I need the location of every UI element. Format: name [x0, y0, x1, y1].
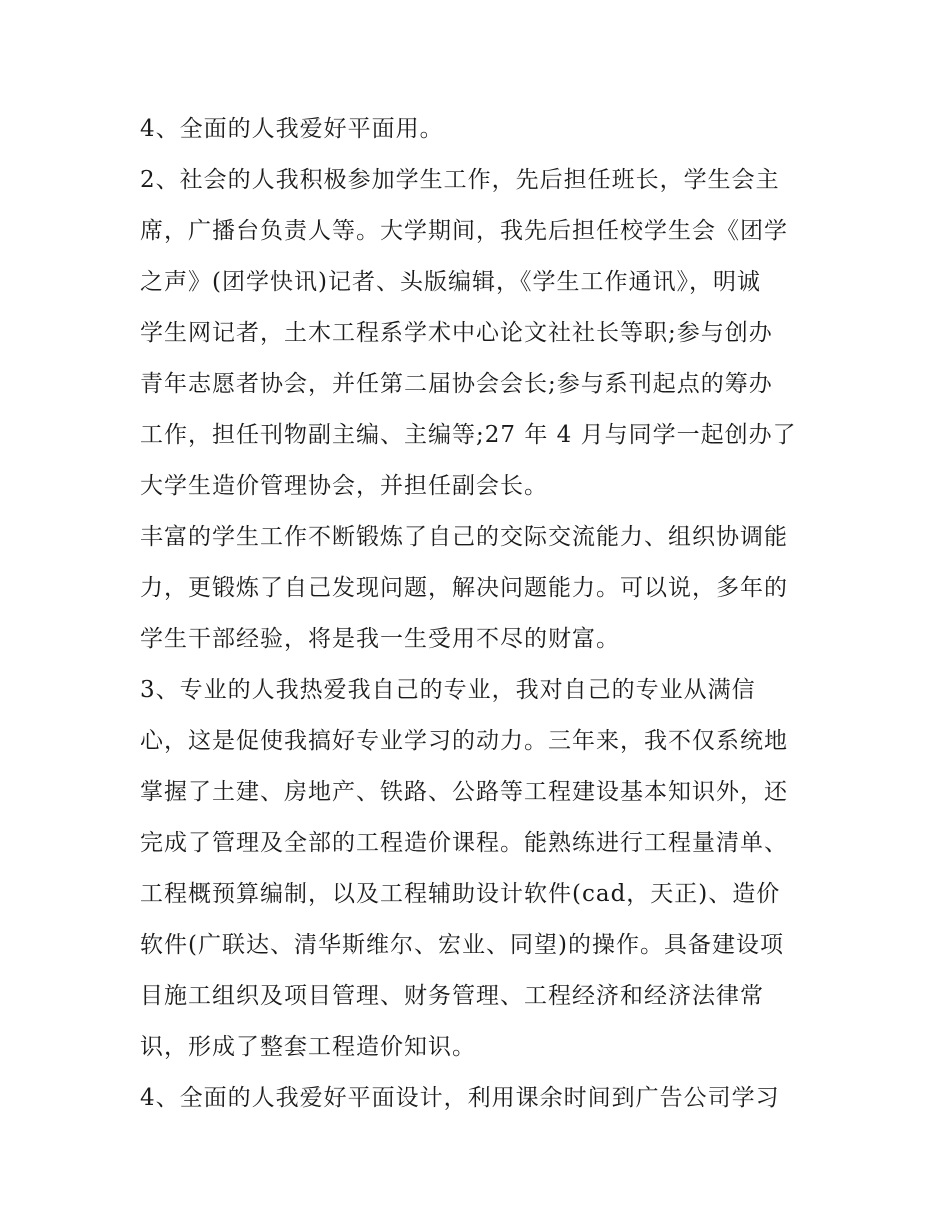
- text-line: 力，更锻炼了自己发现问题，解决问题能力。可以说，多年的: [140, 575, 788, 601]
- text-line: 4、全面的人我爱好平面设计，利用课余时间到广告公司学习: [140, 1085, 780, 1111]
- text-line: 大学生造价管理协会，并担任副会长。: [140, 473, 548, 499]
- text-line: 心，这是促使我搞好专业学习的动力。三年来，我不仅系统地: [140, 728, 788, 754]
- text-line: 3、专业的人我热爱我自己的专业，我对自己的专业从满信: [140, 677, 756, 703]
- text-line: 4、全面的人我爱好平面用。: [140, 116, 444, 142]
- text-line: 软件(广联达、清华斯维尔、宏业、同望)的操作。具备建设项: [140, 932, 784, 958]
- text-line: 之声》(团学快讯)记者、头版编辑，《学生工作通讯》，明诚: [140, 269, 761, 295]
- text-line: 席，广播台负责人等。大学期间，我先后担任校学生会《团学: [140, 218, 788, 244]
- text-line: 识，形成了整套工程造价知识。: [140, 1034, 476, 1060]
- text-line: 学生网记者，土木工程系学术中心论文社社长等职;参与创办: [140, 320, 773, 346]
- text-line: 2、社会的人我积极参加学生工作，先后担任班长，学生会主: [140, 167, 780, 193]
- text-line: 工程概预算编制，以及工程辅助设计软件(cad，天正)、造价: [140, 881, 781, 907]
- text-line: 掌握了土建、房地产、铁路、公路等工程建设基本知识外，还: [140, 779, 788, 805]
- text-line: 目施工组织及项目管理、财务管理、工程经济和经济法律常: [140, 983, 764, 1009]
- text-line: 丰富的学生工作不断锻炼了自己的交际交流能力、组织协调能: [140, 524, 788, 550]
- text-line: 学生干部经验，将是我一生受用不尽的财富。: [140, 626, 620, 652]
- text-line: 完成了管理及全部的工程造价课程。能熟练进行工程量清单、: [140, 830, 788, 856]
- document-body: [140, 104, 830, 1124]
- text-line: 工作，担任刊物副主编、主编等;27 年 4 月与同学一起创办了: [140, 422, 797, 448]
- text-line: 青年志愿者协会，并任第二届协会会长;参与系刊起点的筹办: [140, 371, 773, 397]
